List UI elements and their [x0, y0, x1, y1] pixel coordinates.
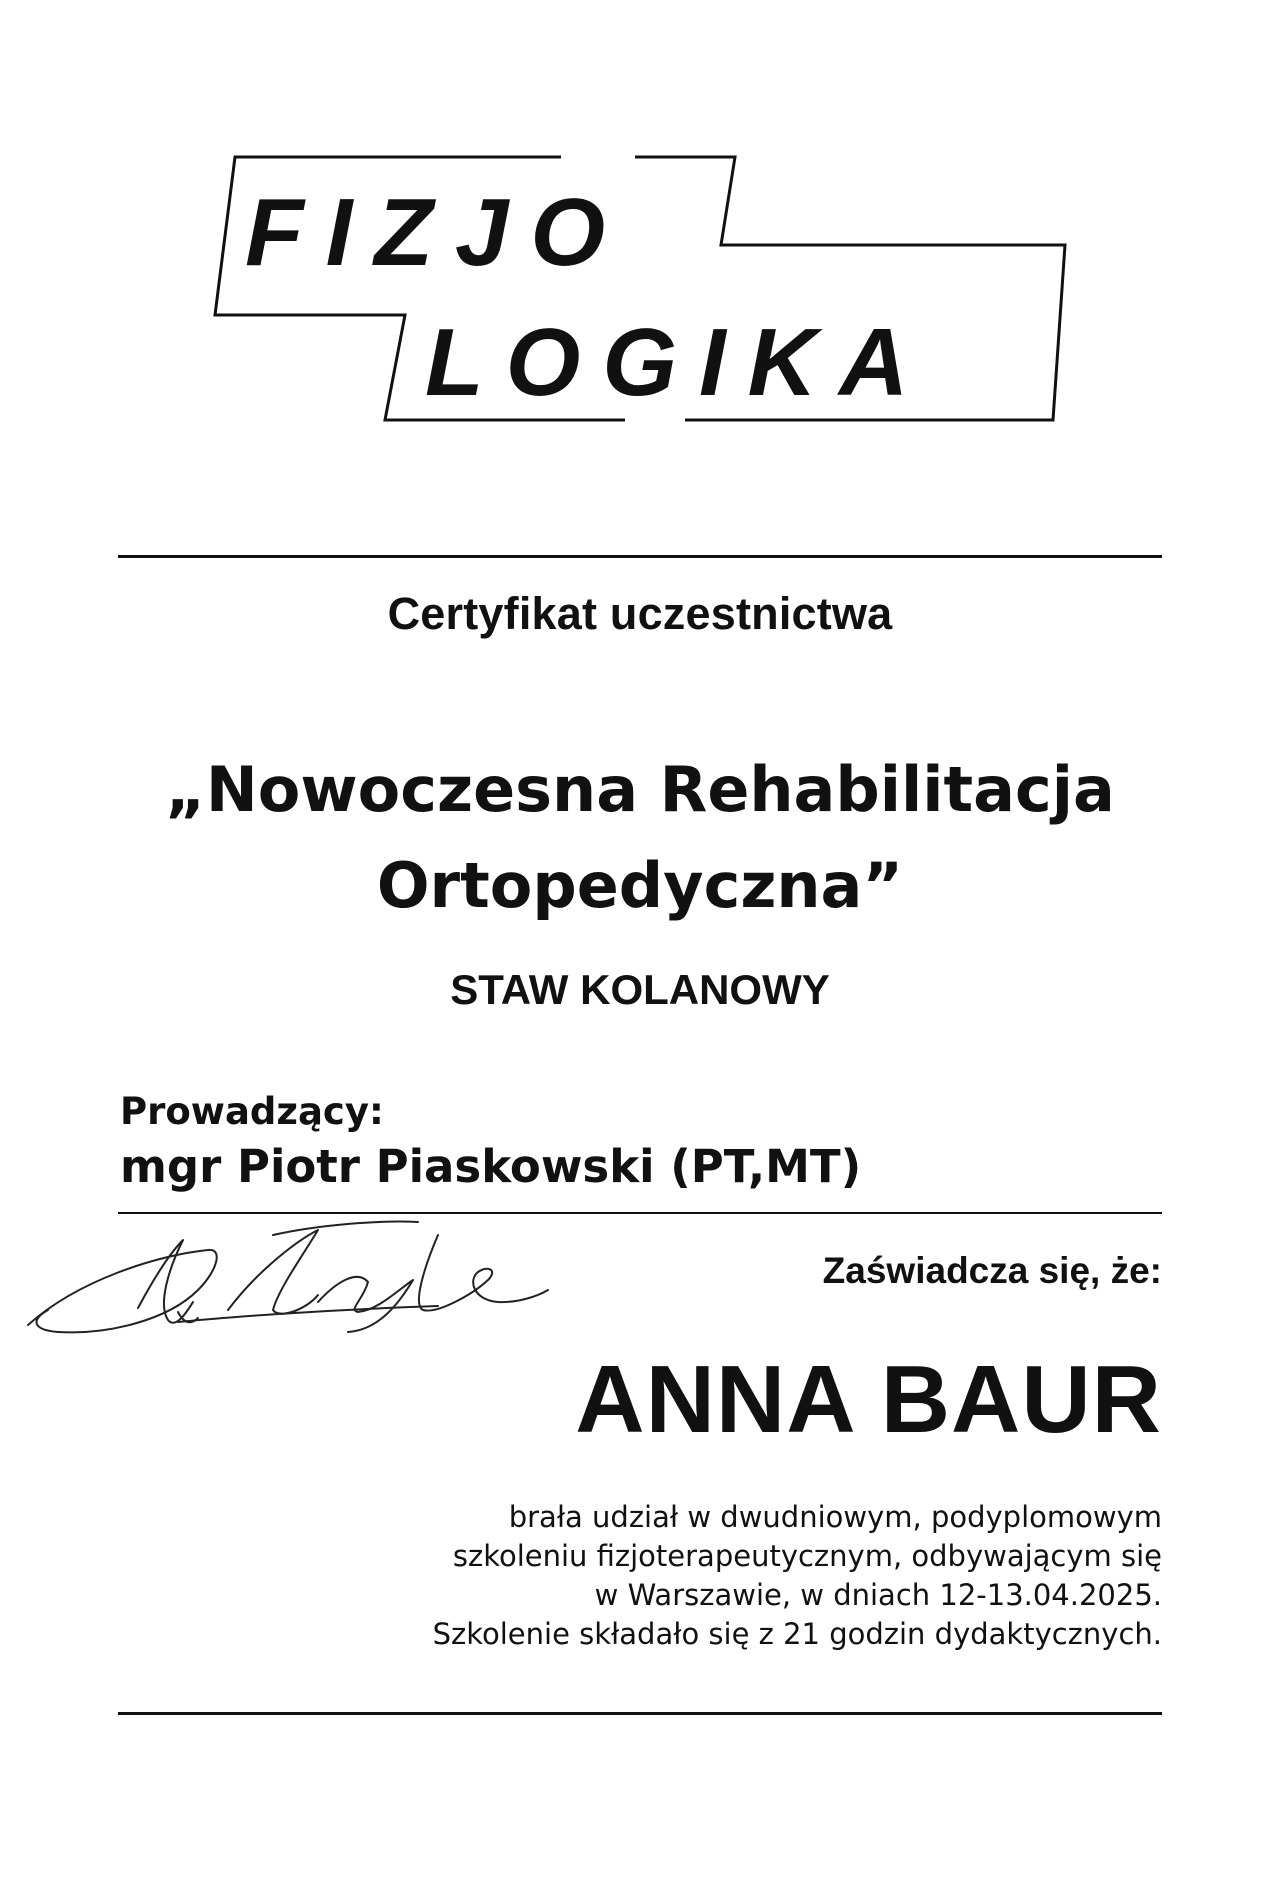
certificate-heading: Certyfikat uczestnictwa [387, 588, 893, 639]
handwritten-signature-icon [18, 1210, 558, 1360]
instructor-name: mgr Piotr Piaskowski (PT,MT) [120, 1140, 862, 1193]
instructor-label: Prowadzący: [120, 1090, 384, 1133]
logo-line-2: LOGIKA [425, 309, 931, 416]
recipient-name: ANNA BAUR [575, 1346, 1162, 1453]
description-line-3: w Warszawie, w dniach 12-13.04.2025. [594, 1578, 1162, 1612]
course-title [100, 742, 1180, 934]
course-title-line-2: Ortopedyczna” [376, 849, 904, 922]
description-line-4: Szkolenie składało się z 21 godzin dydaktycznych. [432, 1617, 1162, 1651]
logo-line-1: FIZJO [245, 179, 628, 286]
description-line-2: szkoleniu fizjoterapeutycznym, odbywającym się [452, 1539, 1162, 1573]
course-subtitle: STAW KOLANOWY [450, 966, 830, 1013]
top-divider [118, 555, 1162, 558]
fizjologika-logo [205, 145, 1085, 430]
course-title-line-1: „Nowoczesna Rehabilitacja [165, 753, 1115, 826]
course-description [262, 1498, 1162, 1654]
bottom-divider [118, 1712, 1162, 1715]
certify-text: Zaświadcza się, że: [822, 1250, 1162, 1291]
description-line-1: brała udział w dwudniowym, podyplomowym [508, 1500, 1162, 1534]
